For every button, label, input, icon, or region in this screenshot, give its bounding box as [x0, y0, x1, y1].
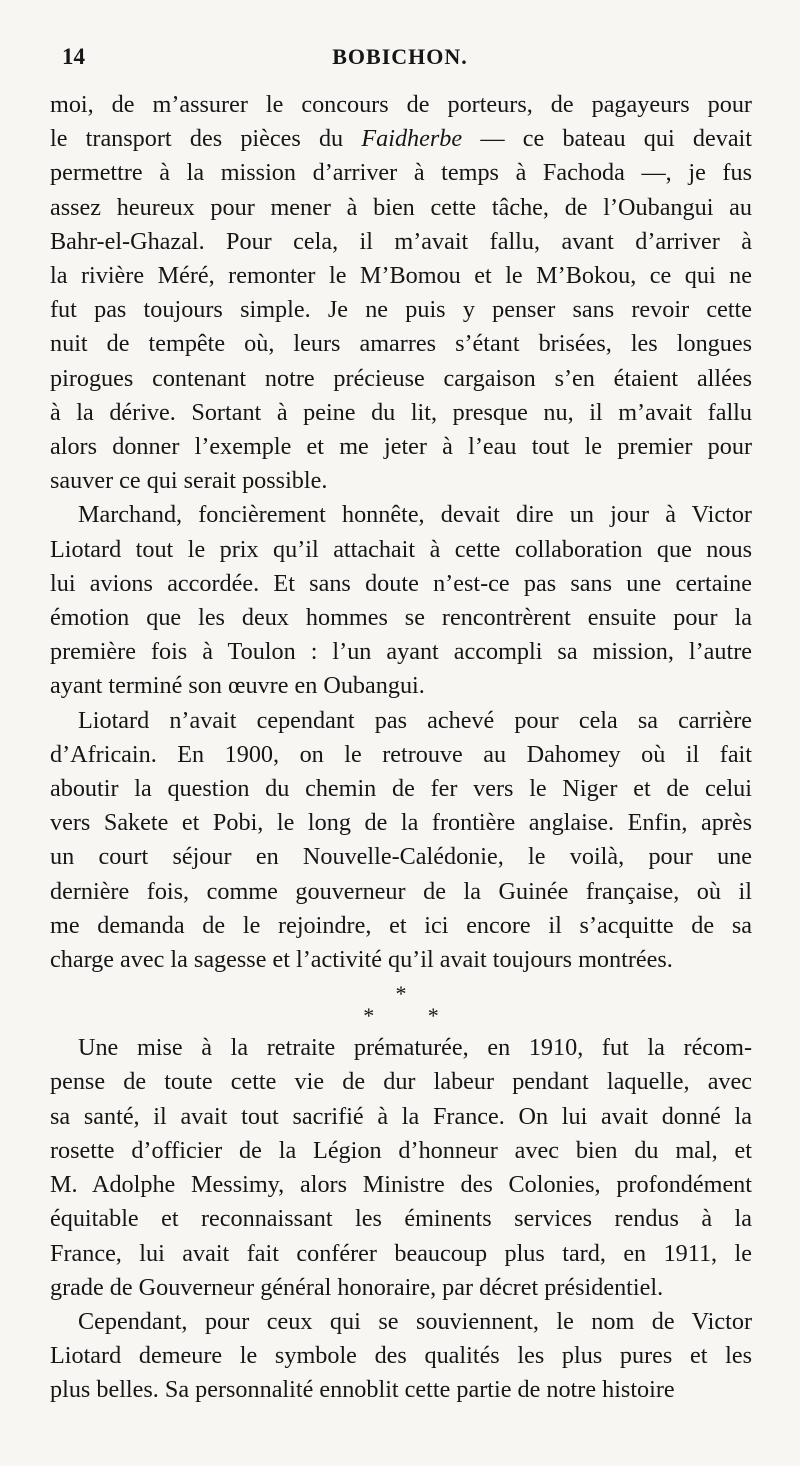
text-line: Marchand, foncièrement honnête, devait dire un jour à Victor [78, 501, 752, 529]
text-line: permettre à la mission d’arriver à temps à Fachoda —, je fus [50, 159, 752, 187]
text-line: pense de toute cette vie de dur labeur pendant laquelle, avec [50, 1068, 752, 1096]
paragraph-3 [50, 704, 752, 978]
text-line: assez heureux pour mener à bien cette tâche, de l’Oubangui au [50, 193, 752, 221]
italic-ship-name: Faidherbe [361, 125, 463, 153]
text-segment: — ce bateau qui devait [462, 125, 752, 153]
text-line: ayant terminé son œuvre en Oubangui. [50, 672, 425, 700]
text-line: fut pas toujours simple. Je ne puis y penser sans revoir cette [50, 296, 752, 324]
text-line: lui avions accordée. Et sans doute n’est-ce pas sans une certaine [50, 569, 752, 597]
separator-top-asterisk: * [395, 981, 407, 1007]
text-line: sa santé, il avait tout sacrifié à la France. On lui avait donné la [50, 1102, 752, 1130]
text-segment: le transport des pièces du [50, 125, 362, 153]
text-line: sauver ce qui serait possible. [50, 467, 328, 495]
body-text [50, 88, 752, 1408]
text-line: d’Africain. En 1900, on le retrouve au Dahomey où il fait [50, 740, 752, 768]
text-line: la rivière Méré, remonter le M’Bomou et le M’Bokou, ce qui ne [50, 262, 752, 290]
text-line: plus belles. Sa personnalité ennoblit cette partie de notre histoire [50, 1376, 675, 1404]
page-header [62, 44, 738, 84]
text-line: Liotard tout le prix qu’il attachait à cette collaboration que nous [50, 535, 752, 563]
text-line: dernière fois, comme gouverneur de la Guinée française, où il [50, 877, 752, 905]
paragraph-4 [50, 1031, 752, 1305]
text-line: pirogues contenant notre précieuse cargaison s’en étaient allées [50, 364, 752, 392]
text-line: alors donner l’exemple et me jeter à l’eau tout le premier pour [50, 433, 752, 461]
text-line: équitable et reconnaissant les éminents services rendus à la [50, 1205, 752, 1233]
text-line: aboutir la question du chemin de fer vers le Niger et de celui [50, 775, 752, 803]
text-line: Liotard demeure le symbole des qualités les plus pures et les [50, 1342, 752, 1370]
text-line: Une mise à la retraite prématurée, en 1910, fut la récom- [78, 1034, 752, 1062]
text-line: me demanda de le rejoindre, et ici encore il s’acquitte de sa [50, 911, 752, 939]
text-line: Cependant, pour ceux qui se souviennent, le nom de Victor [78, 1307, 752, 1335]
text-line [50, 122, 752, 156]
page-number: 14 [62, 44, 85, 69]
paragraph-5 [50, 1305, 752, 1408]
text-line: première fois à Toulon : l’un ayant accompli sa mission, l’autre [50, 638, 752, 666]
text-line: à la dérive. Sortant à peine du lit, presque nu, il m’avait fallu [50, 398, 752, 426]
text-line: émotion que les deux hommes se rencontrèrent ensuite pour la [50, 604, 752, 632]
section-separator [50, 977, 752, 1031]
text-line: France, lui avait fait conférer beaucoup plus tard, en 1911, le [50, 1239, 752, 1267]
text-line: charge avec la sagesse et l’activité qu’il avait toujours montrées. [50, 946, 673, 974]
running-head: BOBICHON. [332, 44, 468, 69]
paragraph-2 [50, 498, 752, 703]
text-line: grade de Gouverneur général honoraire, par décret présidentiel. [50, 1273, 664, 1301]
text-line: M. Adolphe Messimy, alors Ministre des Colonies, profondément [50, 1171, 752, 1199]
text-line: Liotard n’avait cependant pas achevé pour cela sa carrière [78, 706, 752, 734]
text-line: un court séjour en Nouvelle-Calédonie, le voilà, pour une [50, 843, 752, 871]
text-line: vers Sakete et Pobi, le long de la frontière anglaise. Enfin, après [50, 809, 752, 837]
text-line: nuit de tempête où, leurs amarres s’étant brisées, les longues [50, 330, 752, 358]
text-line: moi, de m’assurer le concours de porteurs, de pagayeurs pour [50, 91, 752, 118]
separator-bottom-asterisks: * * [363, 1003, 463, 1029]
text-line: rosette d’officier de la Légion d’honneur avec bien du mal, et [50, 1136, 752, 1164]
paragraph-1 [50, 88, 752, 498]
text-line: Bahr-el-Ghazal. Pour cela, il m’avait fallu, avant d’arriver à [50, 227, 752, 255]
